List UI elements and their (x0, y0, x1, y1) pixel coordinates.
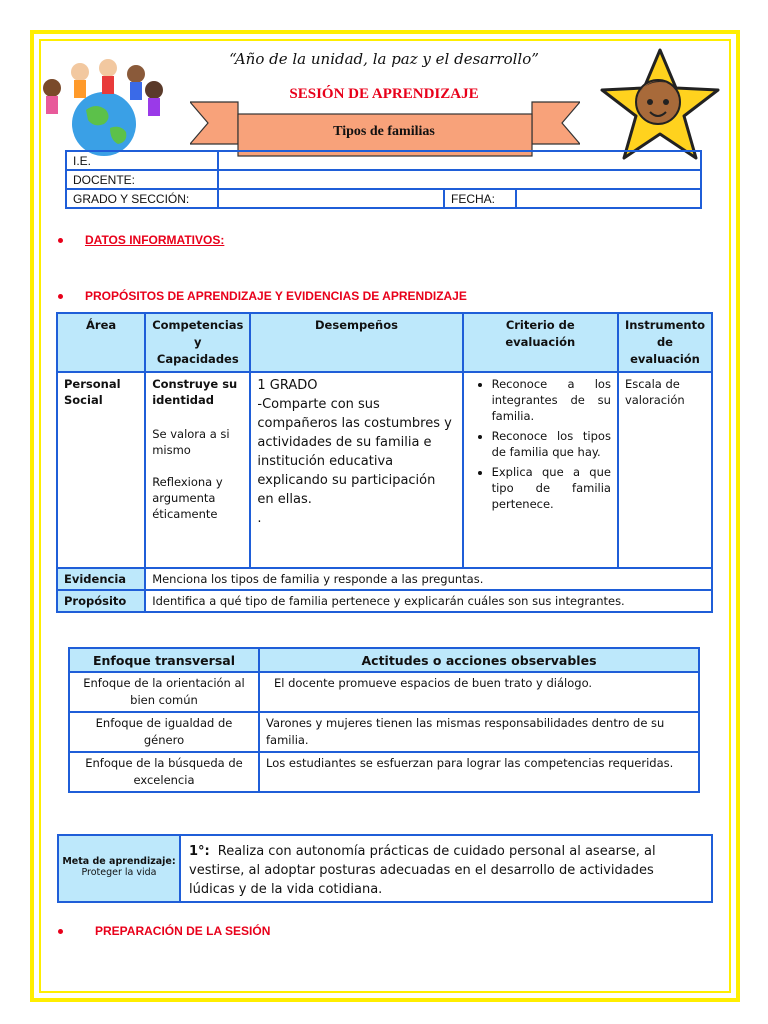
area-cell: Personal Social (57, 372, 145, 568)
grado-label: GRADO Y SECCIÓN: (66, 189, 218, 208)
banner-title: Tipos de familias (333, 124, 435, 139)
session-title: SESIÓN DE APRENDIZAJE (289, 86, 479, 102)
bullet-icon (58, 294, 63, 299)
evidencia-label: Evidencia (57, 568, 145, 590)
header-enfoque: Enfoque transversal (69, 648, 259, 672)
header-actitudes: Actitudes o acciones observables (259, 648, 699, 672)
globe-children-illustration (38, 58, 166, 158)
motto-text: “Año de la unidad, la paz y el desarrollo” (229, 50, 539, 68)
enfoque-table (68, 647, 700, 793)
header-instrumento: Instrumento de evaluación (618, 313, 712, 372)
meta-label: Meta de aprendizaje: (62, 856, 176, 867)
actitud-cell: Los estudiantes se esfuerzan para lograr las competencias requeridas. (259, 752, 699, 792)
desempenos-cell: 1 GRADO -Comparte con sus compañeros las costumbres y actividades de su familia e institución educativa explicando su participación en ellas. . (250, 372, 462, 568)
enfoque-cell: Enfoque de la búsqueda de excelencia (69, 752, 259, 792)
meta-text: Realiza con autonomía prácticas de cuidado personal al asearse, al vestirse, al adoptar posturas adecuadas en el desarrollo de actividades lúdicas y de la vida cotidiana. (189, 844, 656, 897)
grado-field[interactable] (218, 189, 444, 208)
header-area: Área (57, 313, 145, 372)
docente-field[interactable] (218, 170, 701, 189)
actitud-cell: El docente promueve espacios de buen trato y diálogo. (259, 672, 699, 712)
fecha-field[interactable] (516, 189, 701, 208)
bullet-icon (58, 238, 63, 243)
meta-text-box (181, 834, 713, 903)
ie-field[interactable] (218, 151, 701, 170)
evidencia-text: Menciona los tipos de familia y responde a las preguntas. (145, 568, 712, 590)
header-competencias: Competencias y Capacidades (145, 313, 250, 372)
bullet-icon (58, 929, 63, 934)
enfoque-cell: Enfoque de igualdad de género (69, 712, 259, 752)
header-desempenos: Desempeños (250, 313, 462, 372)
meta-number: 1°: (189, 844, 210, 859)
meta-sublabel: Proteger la vida (81, 867, 157, 878)
criterio-item: • Explica que a que tipo de familia pertenece. (492, 464, 611, 512)
section-propositos: PROPÓSITOS DE APRENDIZAJE Y EVIDENCIAS DE APRENDIZAJE (58, 289, 467, 303)
competencias-cell: Construye su identidad Se valora a si mismo Reflexiona y argumenta éticamente (145, 372, 250, 568)
ie-label: I.E. (66, 151, 218, 170)
criterio-item: • Reconoce los tipos de familia que hay. (492, 428, 611, 460)
section-preparacion: PREPARACIÓN DE LA SESIÓN (58, 924, 270, 938)
header-criterio: Criterio de evaluación (463, 313, 618, 372)
criterio-cell (463, 372, 618, 568)
instrumento-cell: Escala de valoración (618, 372, 712, 568)
competencias-table (56, 312, 713, 613)
enfoque-cell: Enfoque de la orientación al bien común (69, 672, 259, 712)
proposito-text: Identifica a qué tipo de familia pertenece y explicarán cuáles son sus integrantes. (145, 590, 712, 612)
docente-label: DOCENTE: (66, 170, 218, 189)
criterio-item: • Reconoce a los integrantes de su familia. (492, 376, 611, 424)
info-table (65, 150, 702, 209)
meta-label-box (57, 834, 181, 903)
fecha-label: FECHA: (444, 189, 516, 208)
section-datos: DATOS INFORMATIVOS: (58, 233, 224, 247)
proposito-label: Propósito (57, 590, 145, 612)
actitud-cell: Varones y mujeres tienen las mismas responsabilidades dentro de su familia. (259, 712, 699, 752)
